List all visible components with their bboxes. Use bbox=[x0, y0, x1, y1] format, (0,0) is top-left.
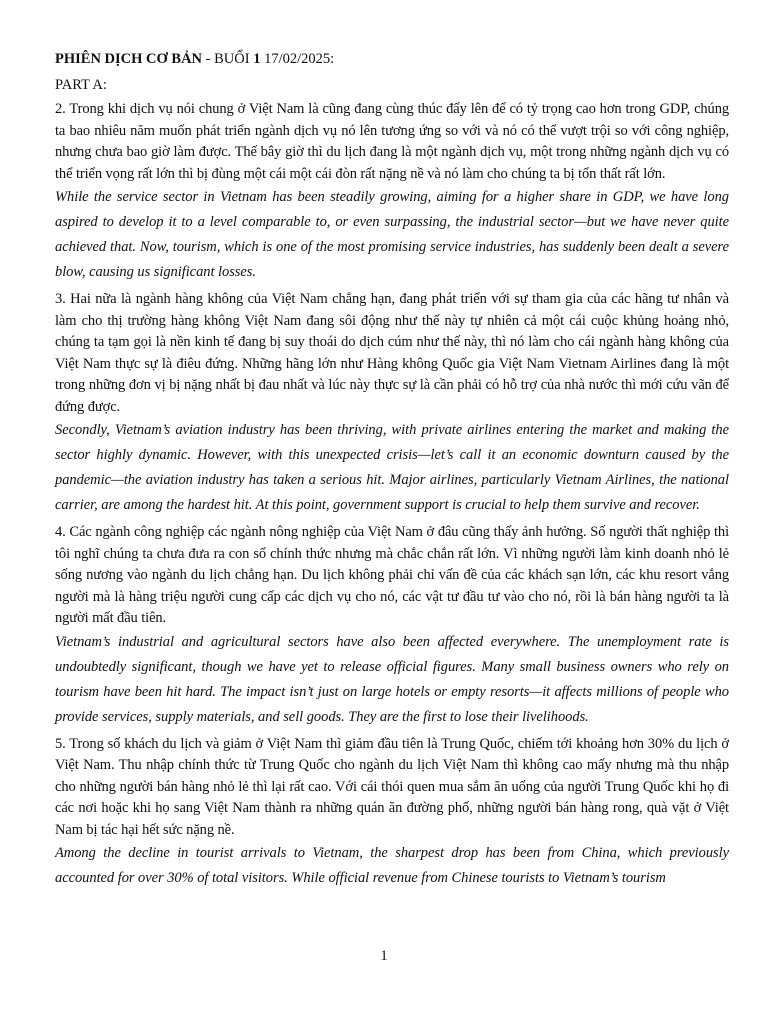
paragraph-4-vietnamese: 4. Các ngành công nghiệp các ngành nông nghiệp của Việt Nam ở đâu cũng thấy ảnh hưởng. Số người thất nghiệp thì tôi nghĩ chúng ta chưa đưa ra con số chính thức nhưng mà chắc chắn rất lớn. Vì những người làm kinh doanh nhỏ lẻ sống nương vào ngành du lịch chẳng hạn. Du lịch không phải chỉ vấn đề của các khách sạn lớn, các khu resort vắng người mà là hàng triệu người cung cấp các dịch vụ cho nó, các vật tư đầu tư vào cho nó, rồi là bán hàng người ta là người mất đầu tiên. bbox=[55, 524, 729, 626]
paragraph-2-vietnamese: 2. Trong khi dịch vụ nói chung ở Việt Nam là cũng đang cùng thúc đẩy lên để có tỷ trọng cao hơn trong GDP, chúng ta bao nhiêu năm muốn phát triển ngành dịch vụ nó lên tương ứng so với và nó có thể vượt trội so với công nghiệp, nhưng chưa bao giờ làm được. Thế bây giờ thì du lịch đang là một ngành dịch vụ, một trong những ngành dịch vụ có thể triển vọng rất lớn thì bị đùng một cái một cái đòn rất nặng nề và nó làm cho chúng ta bị tổn thất rất lớn. bbox=[55, 101, 729, 182]
heading-date: 17/02/2025: bbox=[260, 51, 335, 67]
part-label: PART A: bbox=[55, 77, 107, 93]
paragraph-5-english: Among the decline in tourist arrivals to Vietnam, the sharpest drop has been from China, which previously accounted for over 30% of total visitors. While official revenue from Chinese tourists to Vietnam’s tourism bbox=[55, 845, 729, 886]
paragraph-3-english: Secondly, Vietnam’s aviation industry has been thriving, with private airlines entering the market and making the sector highly dynamic. However, with this unexpected crisis—let’s call it an economic downturn caused by the pandemic—the aviation industry has taken a serious hit. Major airlines, particularly Vietnam Airlines, the national carrier, are among the hardest hit. At this point, government support is crucial to help them survive and recover. bbox=[55, 422, 729, 513]
paragraph-2-english: While the service sector in Vietnam has been steadily growing, aiming for a higher share in GDP, we have long aspired to develop it to a level comparable to, or even surpassing, the industrial sector—but we have never quite achieved that. Now, tourism, which is one of the most promising service industries, has suddenly been dealt a severe blow, causing us significant losses. bbox=[55, 189, 729, 280]
paragraph-5-vietnamese: 5. Trong số khách du lịch và giảm ở Việt Nam thì giảm đầu tiên là Trung Quốc, chiếm tới khoảng hơn 30% du lịch ở Việt Nam. Thu nhập chính thức từ Trung Quốc cho ngành du lịch Việt Nam thì không cao mấy nhưng mà thu nhập cho những người bán hàng nhỏ lẻ thì lại rất cao. Với cái thói quen mua sắm ăn uống của người Trung Quốc khi họ đi các nơi hoặc khi họ sang Việt Nam thành ra những quán ăn đường phố, những người bán hàng rong, quà vặt ở Việt Nam bị tác hại hết sức nặng nề. bbox=[55, 735, 729, 838]
page-number: 1 bbox=[380, 948, 388, 964]
paragraph-3-vietnamese: 3. Hai nữa là ngành hàng không của Việt Nam chẳng hạn, đang phát triển với sự tham gia của các hãng tư nhân và làm cho thị trường hàng không Việt Nam đang sôi động như thế này tự nhiên cả một cái cuộc khủng hoảng nhỏ, chúng ta tạm gọi là nền kinh tế đang bị suy thoái do dịch cúm như thế này, thì nó làm cho cái ngành hàng không của Việt Nam thực sự là điêu đứng. Những hãng lớn như Hàng không Quốc gia Việt Nam Vietnam Airlines đang là một trong những đơn vị bị nặng nhất bị đau nhất và lúc này thực sự là cần phải có hỗ trợ của nhà nước thì mới cứu vãn để đứng được. bbox=[55, 291, 729, 415]
heading-title: PHIÊN DỊCH CƠ BẢN bbox=[55, 51, 203, 67]
heading-session-number: 1 bbox=[253, 51, 261, 67]
heading-separator: - BUỔI bbox=[202, 51, 254, 67]
paragraph-4-english: Vietnam’s industrial and agricultural sectors have also been affected everywhere. The unemployment rate is undoubtedly significant, though we have yet to release official figures. Many small business owners who rely on tourism have been hit hard. The impact isn’t just on large hotels or empty resorts—it affects millions of people who provide services, supply materials, and sell goods. They are the first to lose their livelihoods. bbox=[55, 633, 729, 725]
document-heading bbox=[55, 50, 729, 69]
document-body bbox=[55, 50, 729, 895]
